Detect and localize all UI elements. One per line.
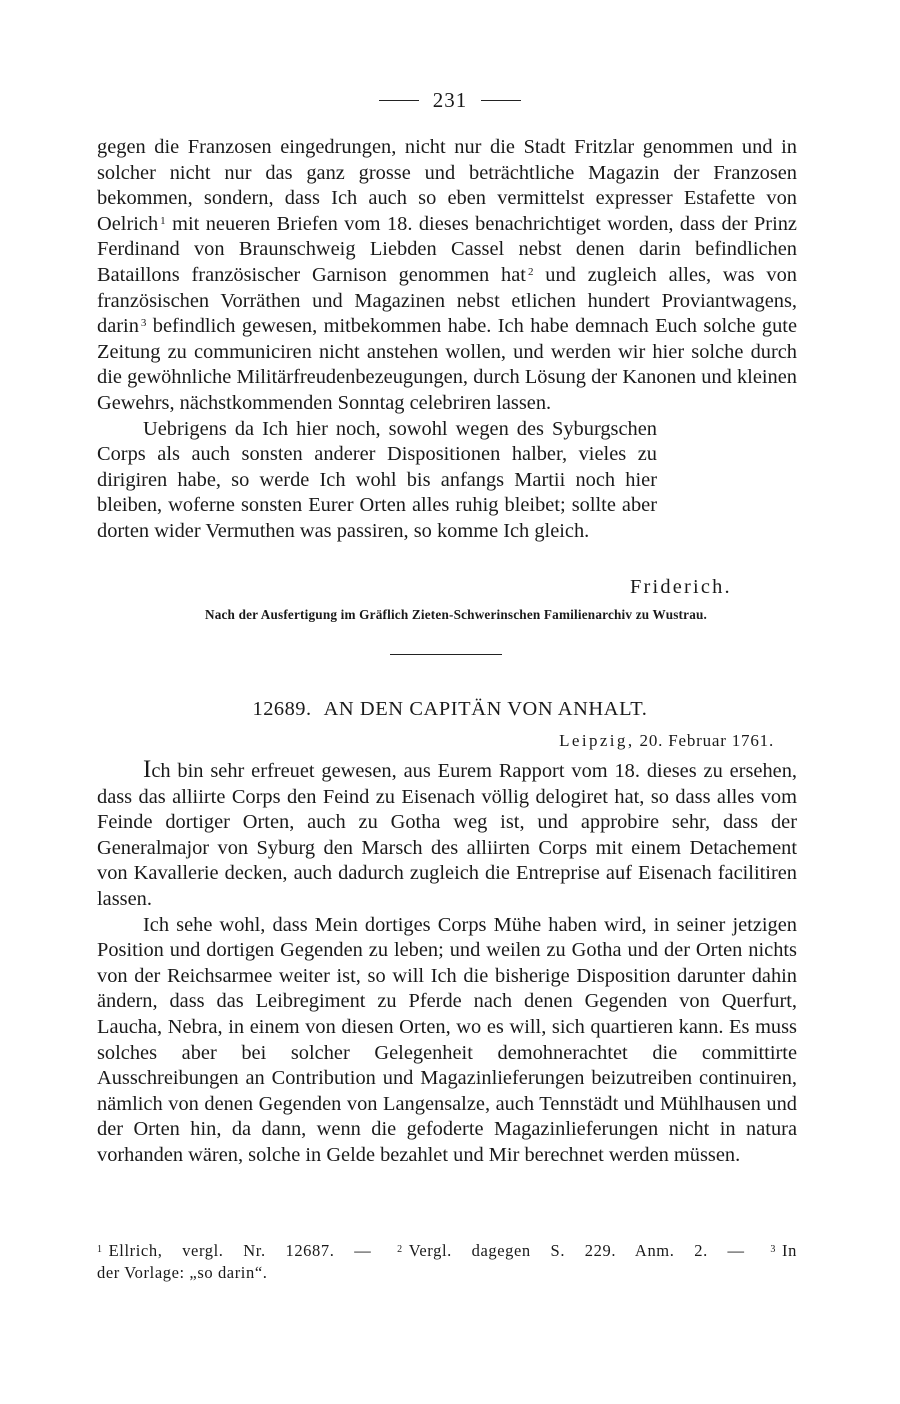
footnotes	[97, 1239, 797, 1284]
header-rule-left	[379, 100, 419, 101]
letter-2-body	[97, 757, 797, 1169]
letter-date: 20. Februar 1761.	[639, 731, 774, 750]
letter-2-paragraph-1	[97, 757, 797, 913]
paragraph-text: mit neueren Briefen vom 18. dieses benachrichtiget worden, dass der Prinz Ferdinand von Braunschweig Liebden Cassel nebst denen darin befindlichen Bataillons französischer Garnison genommen hat	[97, 212, 797, 286]
place-date	[559, 731, 774, 751]
paragraph-text: gegen die Franzosen eingedrungen, nicht nur die Stadt Fritzlar genommen und in solcher nicht nur das ganz grosse und beträchtliche Magazin der Franzosen bekommen, sondern, dass Ich auch so eben vermittelst expresser Estafette von Oelrich	[97, 136, 797, 235]
letter-2-heading	[0, 698, 900, 721]
signature: Friderich.	[630, 576, 732, 598]
footnote-mark-1: 1	[97, 1244, 103, 1255]
letter-1-body	[97, 135, 797, 545]
footnote-ref-3: 3	[140, 317, 147, 330]
source-note: Nach der Ausfertigung im Gräflich Zieten-Schwerinschen Familienarchiv zu Wustrau.	[204, 607, 708, 622]
footnote-text-2: Vergl. dagegen S. 229. Anm. 2. —	[408, 1241, 745, 1260]
letter-number: 12689.	[252, 698, 312, 720]
footnote-text-3b: der Vorlage: „so darin“.	[97, 1263, 268, 1282]
paragraph-text: ch bin sehr erfreuet gewesen, aus Eurem Rapport vom 18. dieses zu ersehen, dass das alliirte Corps den Feind zu Eisenach völlig delogiret hat, so dass alles vom Feinde dortiger Orten, auch zu Gotha weg ist, und approbire sehr, dass der Generalmajor von Syburg den Marsch des alliirten Corps mit einem Detachement von Kavallerie decken, auch dadurch zugleich die Entreprise auf Eisenach facilitiren lassen.	[97, 760, 797, 910]
header-rule-right	[481, 100, 521, 101]
footnote-text-1: Ellrich, vergl. Nr. 12687. —	[108, 1241, 372, 1260]
page-number: 231	[432, 88, 468, 112]
letter-2-paragraph-2: Ich sehe wohl, dass Mein dortiges Corps Mühe haben wird, in seiner jetzigen Position und dortigen Gegenden zu leben; und weilen zu Gotha und der Orten nichts von der Reichsarmee weiter ist, so will Ich die bisherige Disposition darunter dahin ändern, dass das Leibregiment zu Pferde nach denen Gegenden von Querfurt, Laucha, Nebra, in einem von diesen Orten, wo es will, sich quartieren kann. Es muss solches aber bei solcher Gelegenheit demohnerachtet die committirte Ausschreibungen an Contribution und Magazinlieferungen beizutreiben continuiren, nämlich von denen Gegenden von Langensalze, auch Tennstädt und Mühlhausen und der Orten hin, da dann, wenn die gefoderte Magazinlieferungen nicht in natura vorhanden wären, solche in Gelde bezahlet und Mir berechnet werden müssen.	[97, 913, 797, 1166]
letter-1-paragraph-2: Uebrigens da Ich hier noch, sowohl wegen des Syburgschen Corps als auch sonsten anderer Dispositionen halber, vieles zu dirigiren habe, so werde Ich wohl bis anfangs Martii noch hier bleiben, woferne sonsten Eurer Orten alles ruhig bleibet; sollte aber dorten wider Vermuthen was passiren, so komme Ich gleich.	[97, 417, 657, 542]
footnote-mark-3: 3	[770, 1244, 777, 1255]
letter-1-paragraph-1	[97, 135, 797, 417]
running-head	[0, 88, 900, 113]
footnote-ref-2: 2	[527, 265, 534, 278]
footnote-ref-1: 1	[160, 214, 166, 227]
footnote-mark-2: 2	[397, 1244, 403, 1255]
initial-letter: I	[143, 756, 152, 783]
footnote-line-2	[97, 1262, 797, 1284]
paragraph-text: und zugleich alles, was von französischen Vorräthen und Magazinen nebst etlichen hundert Proviantwagens, darin	[97, 263, 797, 338]
paragraph-text: befindlich gewesen, mitbekommen habe. Ich habe demnach Euch solche gute Zeitung zu communiciren nicht anstehen wollen, und werden wir hier solche durch die gewöhnliche Militärfreudenbezeugungen, durch Lösung der Kanonen und kleinen Gewehrs, nächstkommenden Sonntag celebriren lassen.	[97, 315, 797, 414]
letter-place: Leipzig,	[559, 731, 635, 750]
footnote-text-3a: In	[782, 1241, 797, 1260]
footnote-line-1	[97, 1239, 797, 1262]
letter-title: AN DEN CAPITÄN VON ANHALT.	[323, 698, 648, 720]
section-divider	[390, 654, 502, 655]
